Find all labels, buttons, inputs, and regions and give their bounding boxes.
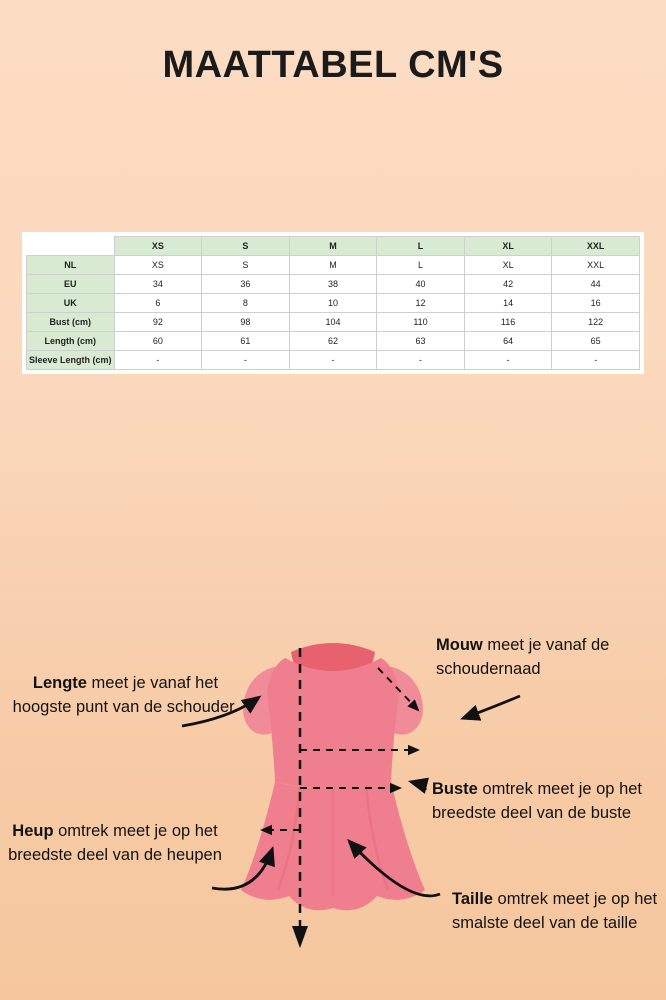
callout-heup-text: omtrek meet je op het breedste deel van de heupen (8, 822, 222, 864)
callout-mouw-label: Mouw (436, 636, 483, 654)
cell: 12 (377, 294, 465, 313)
table-body (27, 256, 640, 370)
cell: - (202, 351, 290, 370)
callout-taille-label: Taille (452, 890, 493, 908)
table-row (27, 256, 640, 275)
cell: 38 (289, 275, 377, 294)
cell: XL (464, 256, 552, 275)
table-header-row (27, 237, 640, 256)
cell: 65 (552, 332, 640, 351)
page-title: MAATTABEL CM'S (162, 44, 504, 86)
row-label-uk: UK (27, 294, 115, 313)
table-row (27, 332, 640, 351)
callout-mouw-text: meet je vanaf de schoudernaad (436, 636, 610, 678)
cell: 60 (114, 332, 202, 351)
cell: 34 (114, 275, 202, 294)
callout-buste (432, 778, 647, 826)
cell: - (377, 351, 465, 370)
cell: 116 (464, 313, 552, 332)
cell: 104 (289, 313, 377, 332)
table-row (27, 294, 640, 313)
table-row (27, 275, 640, 294)
cell: - (464, 351, 552, 370)
callout-heup-label: Heup (12, 822, 54, 840)
row-label-bust: Bust (cm) (27, 313, 115, 332)
table-row (27, 313, 640, 332)
table-col-m: M (289, 237, 377, 256)
callout-taille (452, 888, 662, 936)
cell: 14 (464, 294, 552, 313)
cell: 110 (377, 313, 465, 332)
callout-buste-label: Buste (432, 780, 478, 798)
table-row (27, 351, 640, 370)
cell: 61 (202, 332, 290, 351)
cell: 62 (289, 332, 377, 351)
dress-shape (241, 643, 425, 910)
row-label-nl: NL (27, 256, 115, 275)
callout-lengte-label: Lengte (32, 674, 87, 692)
callout-lengte (8, 672, 243, 720)
cell: S (202, 256, 290, 275)
size-table (26, 236, 640, 370)
cell: 6 (114, 294, 202, 313)
cell: 16 (552, 294, 640, 313)
cell: - (289, 351, 377, 370)
measurement-illustration (0, 600, 666, 1000)
cell: 63 (377, 332, 465, 351)
table-col-xs: XS (114, 237, 202, 256)
callout-taille-text: omtrek meet je op het smalste deel van de taille (452, 890, 658, 932)
table-corner-cell (27, 237, 115, 256)
callout-buste-text: omtrek meet je op het breedste deel van de buste (432, 780, 643, 822)
cell: XXL (552, 256, 640, 275)
size-table-container (22, 232, 644, 374)
cell: XS (114, 256, 202, 275)
row-label-sleeve-length: Sleeve Length (cm) (27, 351, 115, 370)
cell: 122 (552, 313, 640, 332)
cell: 10 (289, 294, 377, 313)
callout-heup (6, 820, 224, 868)
table-header (27, 237, 640, 256)
row-label-length: Length (cm) (27, 332, 115, 351)
cell: L (377, 256, 465, 275)
cell: - (552, 351, 640, 370)
cell: 64 (464, 332, 552, 351)
cell: 42 (464, 275, 552, 294)
cell: 98 (202, 313, 290, 332)
cell: 40 (377, 275, 465, 294)
table-col-xxl: XXL (552, 237, 640, 256)
row-label-eu: EU (27, 275, 115, 294)
callout-lengte-text: meet je vanaf het hoogste punt van de schouder. (12, 674, 239, 716)
cell: M (289, 256, 377, 275)
table-col-xl: XL (464, 237, 552, 256)
table-col-s: S (202, 237, 290, 256)
table-col-l: L (377, 237, 465, 256)
cell: 36 (202, 275, 290, 294)
cell: 44 (552, 275, 640, 294)
cell: - (114, 351, 202, 370)
cell: 8 (202, 294, 290, 313)
callout-mouw (436, 634, 651, 682)
cell: 92 (114, 313, 202, 332)
